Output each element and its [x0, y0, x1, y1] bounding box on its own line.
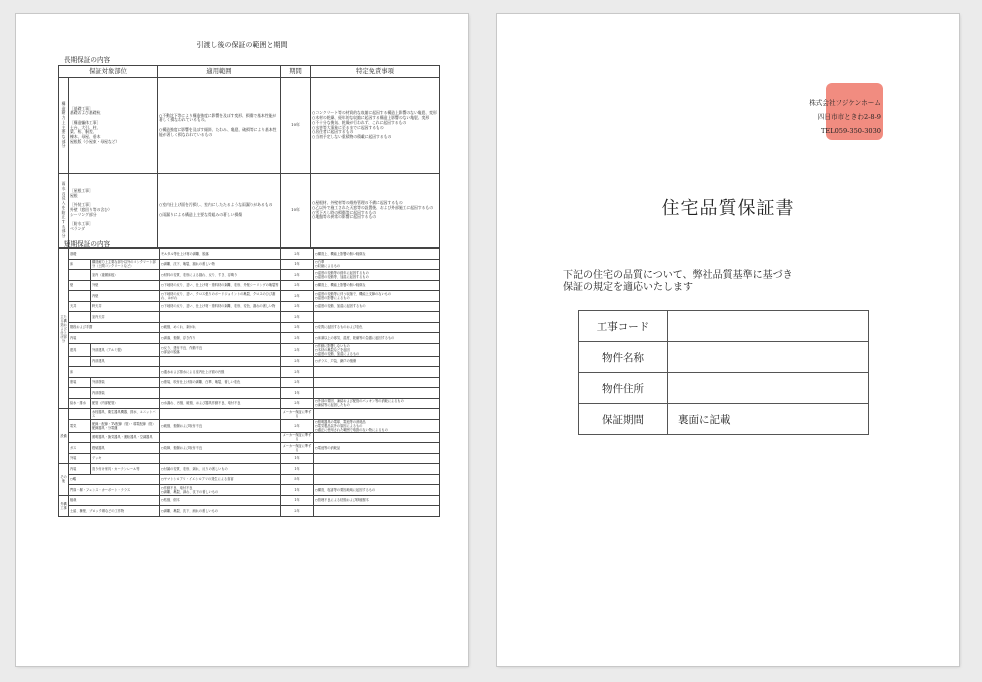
- short-part-cell: 配線・配線・TV配線（管）・弱電配線（管）配線器具・分電盤: [91, 419, 160, 432]
- short-part-cell: 階段および手摺: [69, 322, 160, 333]
- short-table-row: [59, 356, 440, 367]
- short-period-cell: 1年: [281, 464, 314, 475]
- short-scope-cell: ○付属の変質、変形、剥れ、反りの著しいもの: [160, 464, 281, 475]
- short-table-row: [59, 259, 440, 270]
- short-part-cell: ○蟻: [69, 474, 160, 485]
- short-category-cell: [69, 312, 91, 323]
- short-part-cell: 外壁: [91, 280, 160, 291]
- short-table-row: [59, 301, 440, 312]
- short-part-cell: 室内（複層床板）: [91, 270, 160, 281]
- short-part-cell: 水栓器具、衛生器具機器、排水、ユニットバス: [91, 409, 160, 420]
- short-scope-cell: ○破損、めくれ、剥がれ: [160, 322, 281, 333]
- short-table-row: [59, 322, 440, 333]
- short-exempt-cell: [314, 474, 440, 485]
- short-period-cell: 2年: [281, 280, 314, 291]
- short-scope-cell: ○下地材の反り、並い、仕上げ材・塗料材の剥離、変形、外壁シーリングの亀裂等: [160, 280, 281, 291]
- short-part-cell: 門扉・塀・フェンス・カーポート・テラス: [69, 485, 160, 496]
- info-label: 保証期間: [579, 404, 668, 435]
- short-part-cell: 配管（内部配管）: [91, 398, 160, 409]
- short-part-cell: 内部塗装: [91, 388, 160, 399]
- short-part-cell: デッキ: [91, 453, 160, 464]
- short-table-row: [59, 495, 440, 506]
- info-value: [668, 311, 869, 342]
- short-group-label: 主たる構造および仕上げ部分: [59, 249, 69, 409]
- short-period-cell: 2年: [281, 249, 314, 260]
- short-period-cell: 1年: [281, 259, 314, 270]
- short-category-cell: 建具: [69, 343, 91, 356]
- short-category-cell: [69, 356, 91, 367]
- short-part-cell: 内部建具: [91, 356, 160, 367]
- short-scope-cell: ○下地材の反り、並い、仕上げ材・塗料材の剥離、変形、変色、割れの著しい物: [160, 301, 281, 312]
- short-scope-cell: ○剥離、沈下、亀裂、割れの著しい物: [160, 259, 281, 270]
- long-term-heading: 長期保証の内容: [64, 56, 111, 64]
- page-title: 引渡し後の保証の範囲と期間: [196, 41, 288, 49]
- short-exempt-cell: [314, 409, 440, 420]
- short-exempt-cell: ○構造上、機能上影響の無い軽微な: [314, 249, 440, 260]
- short-term-heading: 短期保証の内容: [64, 240, 111, 248]
- short-category-cell: 給水・排水: [69, 398, 91, 409]
- property-info-table: [578, 310, 869, 435]
- short-exempt-cell: ○床剥以上の寒気、湿度、乾燥等の急激に起因するもの: [314, 333, 440, 344]
- short-exempt-cell: [314, 388, 440, 399]
- short-exempt-cell: [314, 432, 440, 443]
- header-exempt: 特定免責事項: [311, 66, 440, 78]
- short-exempt-cell: [314, 377, 440, 388]
- short-period-cell: 2年: [281, 398, 314, 409]
- short-table-row: [59, 367, 440, 378]
- company-name: 株式会社フジケンホーム: [809, 99, 881, 107]
- short-exempt-cell: [314, 312, 440, 323]
- info-value: 裏面に記載: [668, 404, 869, 435]
- short-table-row: [59, 443, 440, 454]
- short-scope-cell: ○剥落、損傷、浮き作り: [160, 333, 281, 344]
- header-period: 期間: [281, 66, 311, 78]
- company-block: [809, 96, 881, 138]
- short-table-row: [59, 388, 440, 399]
- short-table-row: [59, 270, 440, 281]
- part-cell: ［基礎工事］ 基礎および基礎杭 ［構造軀体工事］ 土台、大引、柱、 梁、桁、胴差、 棟木、母屋、垂木 屋根版（小屋束・母屋など）: [69, 78, 158, 174]
- short-part-cell: 外部建具（アルミ製）: [91, 343, 160, 356]
- short-category-cell: 塗装: [69, 377, 91, 388]
- short-part-cell: 内装: [69, 333, 160, 344]
- short-table-row: [59, 485, 440, 496]
- short-table-row: [59, 377, 440, 388]
- short-period-cell: 2年: [281, 270, 314, 281]
- short-scope-cell: ○水漏れ、汚損、破損、および器具作動不良、取付不良: [160, 398, 281, 409]
- short-table-row: [59, 474, 440, 485]
- short-category-cell: 床: [69, 259, 91, 270]
- period-cell: 10年: [281, 78, 311, 174]
- short-category-cell: [69, 388, 91, 399]
- short-period-cell: 2年: [281, 312, 314, 323]
- short-period-cell: 2年: [281, 367, 314, 378]
- short-category-cell: [69, 291, 91, 302]
- short-category-cell: 内装: [69, 464, 91, 475]
- info-label: 物件名称: [579, 342, 668, 373]
- short-period-cell: 1年: [281, 495, 314, 506]
- short-category-cell: [69, 432, 91, 443]
- short-part-cell: 土留、擁壁、ブロック塀などの工作物: [69, 506, 160, 517]
- short-exempt-cell: ○照明器具の電球、電池等の消耗品 ○電気製品以外の原因によるもの ○適正に使用された範囲で取扱のない物によるもの: [314, 419, 440, 432]
- short-exempt-cell: ○湿度の変動、加湿に起因するもの: [314, 301, 440, 312]
- short-period-cell: 1年: [281, 453, 314, 464]
- short-category-cell: [69, 270, 91, 281]
- part-cell: ［屋根工事］ 屋根 ［外装工事］ 外壁（窓回り等の含む） シーリング部分 ［防水工事］ ベランダ: [69, 174, 158, 248]
- short-part-cell: 造り付け家具・カーテンレール等: [91, 464, 160, 475]
- short-exempt-cell: [314, 453, 440, 464]
- short-period-cell: 2年: [281, 506, 314, 517]
- short-part-cell: 構造耐力上主要な部分以外のコンクリート部分（土間コンクリートなど）: [91, 259, 160, 270]
- short-group-label: 外構工事: [59, 495, 69, 516]
- short-period-cell: 2年: [281, 343, 314, 356]
- short-category-cell: 電気: [69, 419, 91, 432]
- short-scope-cell: [160, 432, 281, 443]
- long-term-table: [58, 65, 440, 248]
- short-category-cell: 外装: [69, 453, 91, 464]
- short-group-label: 設備: [59, 409, 69, 464]
- short-table-row: [59, 432, 440, 443]
- short-scope-cell: ○剥離、亀裂、沈下、崩れの著しいもの: [160, 506, 281, 517]
- intro-line-1: 下記の住宅の品質について、弊社品質基準に基づき: [563, 270, 793, 281]
- short-part-cell: 基礎: [69, 249, 160, 260]
- warranty-certificate-page: [497, 14, 959, 666]
- short-period-cell: 2年: [281, 301, 314, 312]
- short-exempt-cell: ○ガラス、戸袋、網戸の損傷: [314, 356, 440, 367]
- short-period-cell: 2年: [281, 322, 314, 333]
- period-cell: 10年: [281, 174, 311, 248]
- short-period-cell: メーカー保証に準ずる: [281, 432, 314, 443]
- short-period-cell: 2年: [281, 419, 314, 432]
- short-period-cell: 1年: [281, 485, 314, 496]
- intro-line-2: 保証の規定を適応いたします: [563, 282, 693, 293]
- short-group-label: その他: [59, 464, 69, 496]
- short-period-cell: 2年: [281, 356, 314, 367]
- short-table-row: [59, 453, 440, 464]
- short-period-cell: メーカー保証に準ずる: [281, 409, 314, 420]
- guarantee-scope-page: [16, 14, 468, 666]
- short-scope-cell: [160, 356, 281, 367]
- short-scope-cell: [160, 453, 281, 464]
- short-part-cell: 内壁: [91, 291, 160, 302]
- info-row: [579, 342, 869, 373]
- short-part-cell: 照明器具・換気器具・運転器具・空調器具: [91, 432, 160, 443]
- short-exempt-cell: ○外部の要因、凍結および配管のパッキン等の消耗によるもの ○凍結等に起因したもの: [314, 398, 440, 409]
- info-row: [579, 404, 869, 435]
- company-tel: TEL059-350-3030: [821, 127, 881, 135]
- short-scope-cell: ○作動不良、取付不良 ○剥離、亀裂、剥れ、沈下の著しいもの: [160, 485, 281, 496]
- short-exempt-cell: ○構造、塩害等の要因地域に起因するもの: [314, 485, 440, 496]
- short-part-cell: 外部塗装: [91, 377, 160, 388]
- short-scope-cell: ○反り、建付不良、作動不良 ○部品の脱落: [160, 343, 281, 356]
- short-exempt-cell: ○湿度の変動等の経年に起因するもの ○湿度の変動等、加湿に起因するもの: [314, 270, 440, 281]
- short-table-row: [59, 249, 440, 260]
- info-label: 物件住所: [579, 373, 668, 404]
- short-period-cell: メーカー保証に準ずる: [281, 443, 314, 454]
- short-exempt-cell: [314, 506, 440, 517]
- short-exempt-cell: ○管理不良による枯損および移植樹木: [314, 495, 440, 506]
- short-category-cell: ガス: [69, 443, 91, 454]
- info-row: [579, 311, 869, 342]
- short-exempt-cell: [314, 367, 440, 378]
- short-period-cell: 2年: [281, 291, 314, 302]
- group-label: 構造耐力上主要な部分: [59, 78, 69, 174]
- group-label: 雨水の浸入を防止する部分: [59, 174, 69, 248]
- short-scope-cell: ○材料の変質、変形による割れ、反り、すき、浮鳴り: [160, 270, 281, 281]
- short-part-cell: 軒天井: [91, 301, 160, 312]
- short-table-row: [59, 343, 440, 356]
- certificate-title: 住宅品質保証書: [661, 198, 795, 219]
- short-part-cell: 植栽: [69, 495, 160, 506]
- scope-cell: ○不動沈下等により構造強度に影響を及ぼす変形、損傷で基本性能が著しく損なわれているもの。 ○構造強度に影響を及ぼす傾斜、たわみ、亀裂、破損等により基本性能が著しく損なわれているもの: [158, 78, 281, 174]
- scope-cell: ○室内仕上げ面を汚損し、室内にしたたるような雨漏りがあるもの ○雨漏りによる構造上主要な骨組みの著しい損傷: [158, 174, 281, 248]
- exempt-cell: ○屋根材、外壁材等の維持管理の不備に起因するもの ○乙以外で施工された天窓等の設置後、および外部施工に起因するもの ○雪下ろし時の損傷等に起因するもの ○地盤等の異常の影響に起因するもの: [311, 174, 440, 248]
- short-exempt-cell: ○作動に影響しないもの ○木材の亀裂などを起因 ○湿度の変動、加湿によるもの: [314, 343, 440, 356]
- header-scope: 適用範囲: [158, 66, 281, 78]
- info-row: [579, 373, 869, 404]
- short-period-cell: 1年: [281, 388, 314, 399]
- header-part: 保証対象部位: [59, 66, 158, 78]
- short-scope-cell: [160, 312, 281, 323]
- company-address: 四日市市ときわ2-8-9: [817, 113, 881, 121]
- short-period-cell: 2年: [281, 333, 314, 344]
- short-scope-cell: ○通水および排水による室内仕上げ面の汚損: [160, 367, 281, 378]
- short-table-row: [59, 280, 440, 291]
- short-exempt-cell: [314, 464, 440, 475]
- exempt-cell: ○コンクリート等の材質的な収縮に起因する構造上影響のない亀裂、変形 ○木材の乾燥、経年的な収縮に起因する構造上影響のない亀裂、変形 ○不十分な換気、乾燥が行われず、これに起因するもの ○水害等大事象に至るまでに起因するもの ○居住者に起因するもの ○当初予定しない重積物の積載に起因するもの: [311, 78, 440, 174]
- short-category-cell: 天井: [69, 301, 91, 312]
- short-part-cell: 床: [69, 367, 160, 378]
- info-value: [668, 342, 869, 373]
- short-scope-cell: [160, 409, 281, 420]
- short-table-row: [59, 333, 440, 344]
- short-exempt-cell: ○湿度の変動等に伴う収縮で、機能上支障のないもの ○湿度の影響によるもの: [314, 291, 440, 302]
- short-scope-cell: [160, 388, 281, 399]
- short-exempt-cell: ○変質に起因するものおよび変色: [314, 322, 440, 333]
- short-exempt-cell: ○構造上、機能上影響の無い軽微な: [314, 280, 440, 291]
- short-table-row: [59, 312, 440, 323]
- short-part-cell: 室内天井: [91, 312, 160, 323]
- short-scope-cell: モルタル等仕上げ材の剥離、脱落: [160, 249, 281, 260]
- short-category-cell: [69, 409, 91, 420]
- intro-text: [563, 270, 793, 294]
- short-scope-cell: ○故障、損傷および取付不良: [160, 443, 281, 454]
- short-table-row: [59, 419, 440, 432]
- short-part-cell: 燃焼器具: [91, 443, 160, 454]
- short-scope-cell: ○下地材の反り、並い、クロス張りのボードジョイントの亀裂、クロスのひび割れ、はがれ: [160, 291, 281, 302]
- short-exempt-cell: ○電池等の消耗品: [314, 443, 440, 454]
- short-scope-cell: ○塗装、吹付仕上げ面の剥離、白華、亀裂、著しい変色: [160, 377, 281, 388]
- short-table-row: [59, 398, 440, 409]
- info-value: [668, 373, 869, 404]
- short-period-cell: 5年: [281, 474, 314, 485]
- short-exempt-cell: ○白華 ○収縮によるもの: [314, 259, 440, 270]
- short-period-cell: 2年: [281, 377, 314, 388]
- short-term-table: [58, 248, 440, 517]
- short-table-row: [59, 506, 440, 517]
- short-table-row: [59, 291, 440, 302]
- short-scope-cell: ○ヤマトシロアリ・イエシロアリの発生による食害: [160, 474, 281, 485]
- short-table-row: [59, 409, 440, 420]
- info-label: 工事コード: [579, 311, 668, 342]
- short-scope-cell: ○破損、損傷および取付不良: [160, 419, 281, 432]
- short-table-row: [59, 464, 440, 475]
- short-scope-cell: ○枯損、倒木: [160, 495, 281, 506]
- short-category-cell: 壁: [69, 280, 91, 291]
